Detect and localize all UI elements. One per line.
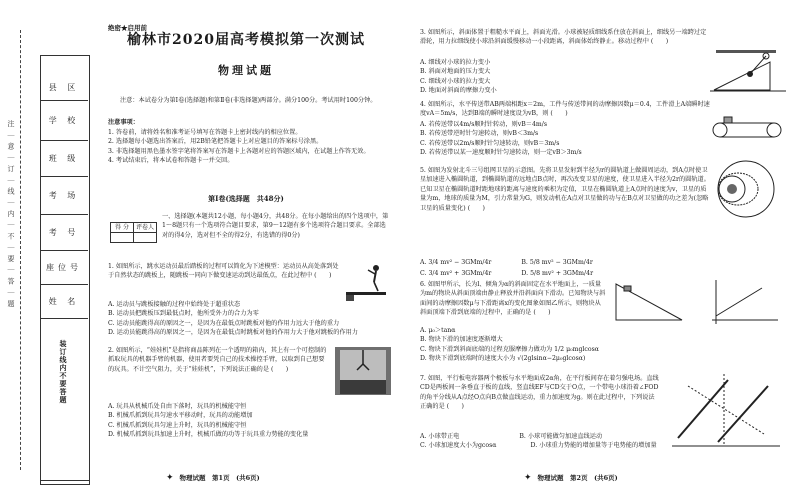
roller-a bbox=[713, 123, 727, 137]
answer-bracket: ( ) bbox=[467, 204, 485, 212]
incline bbox=[714, 62, 770, 90]
option-a[interactable]: A. 若传送带以4m/s顺时针转动，则vB＝4m/s bbox=[420, 121, 548, 128]
option-c[interactable]: C. 物块下滑到斜面底端的过程克服摩擦力做功为 1/2 μ₀mglcosα bbox=[420, 345, 599, 353]
field-exam-number[interactable]: 考 号 bbox=[40, 214, 88, 251]
page-2 bbox=[420, 0, 790, 498]
option-a[interactable]: A. 细线对小球的拉力变小 bbox=[420, 59, 491, 66]
field-exam-room[interactable]: 考 场 bbox=[40, 176, 88, 215]
option-b[interactable]: B. 机械爪抓到玩具匀速水平移动时，玩具的动能增加 bbox=[108, 412, 253, 420]
option-c[interactable]: C. 3/4 mv² + 3GMm/4r bbox=[420, 270, 492, 278]
roller-b bbox=[767, 123, 781, 137]
notice-item: 2. 选择题每小题选出答案后，用2B铅笔把答题卡上对应题目的答案标号涂黑。 bbox=[108, 138, 323, 146]
score-table bbox=[110, 222, 157, 243]
cut-line-label: 注 ｜ 意 ｜ 订 ｜ 线 ｜ 内 ｜ 不 ｜ 要 ｜ 答 ｜ 题 bbox=[7, 120, 15, 308]
exam-subject: 物理试题 bbox=[218, 64, 274, 77]
grader-cell: 评卷人 bbox=[134, 223, 157, 233]
score-cell: 得 分 bbox=[111, 223, 134, 233]
part-1-heading: 第Ⅰ卷(选择题 共48分) bbox=[208, 194, 284, 203]
page-1 bbox=[96, 0, 396, 498]
page-number: 物理试题 第2页 (共6页) bbox=[537, 474, 618, 482]
option-b[interactable]: B. 5/8 mv² − 3GMm/4r bbox=[521, 259, 593, 266]
earth bbox=[727, 184, 737, 194]
question-stem: 3. 如图所示，斜面体置于粗糙水平面上，斜面光滑。小球被轻质细线系住放在斜面上，细线另一端跨过定滑轮，用力拉细线使小球沿斜面缓慢移动一小段距离，斜面体始终静止。移动过程中 bbox=[420, 29, 707, 46]
answer-bracket: ( ) bbox=[270, 365, 289, 373]
plate-right bbox=[718, 386, 768, 442]
option-a[interactable]: A. μ₀＞tanα bbox=[420, 327, 456, 334]
conveyor-belt-figure bbox=[710, 112, 786, 142]
answer-bracket: ( ) bbox=[650, 38, 669, 46]
option-c[interactable]: C. 机械爪抓到玩具匀速上升时，玩具的机械能守恒 bbox=[108, 421, 247, 429]
question-4-options bbox=[420, 120, 710, 158]
mu-line bbox=[716, 288, 762, 316]
seal-hint: 装订线内不要答题 bbox=[59, 340, 68, 404]
diver-leg bbox=[374, 282, 378, 291]
option-b[interactable]: B. 运动员把跳板压到最低点时，他所受外力的合力为零 bbox=[108, 310, 259, 318]
field-county[interactable]: 县 区 bbox=[40, 74, 88, 101]
option-c[interactable]: C. 小球加速度大小为gcosα bbox=[420, 442, 497, 450]
question-7 bbox=[420, 374, 660, 412]
question-stem: 7. 如图，平行板电容器两个极板与水平地面成2α角，在平行板间存在着匀强电场。直线CD是两板间一条垂直于板的直线，竖直线EF与CD交于O点，一个带电小球沿着∠FOD的角平分线从A点经O点向B点做直线运动，重力加速度为g。则在此过程中，下列说法正确的是 bbox=[420, 375, 659, 411]
notice-list bbox=[108, 128, 392, 166]
question-3-options bbox=[420, 58, 710, 96]
question-1 bbox=[108, 262, 340, 281]
diver-head bbox=[373, 265, 379, 271]
outer-orbit bbox=[718, 161, 774, 217]
answer-bracket: ( ) bbox=[446, 403, 464, 411]
notice-item: 4. 考试结束后，将本试卷和答题卡一并交回。 bbox=[108, 157, 234, 165]
diving-board-figure bbox=[344, 262, 392, 302]
option-a[interactable]: A. 运动员与跳板接触的过程中始终处于超重状态 bbox=[108, 301, 241, 308]
field-name[interactable]: 姓 名 bbox=[40, 284, 88, 319]
exam-title: 榆林市2020届高考模拟第一次测试 bbox=[127, 32, 365, 48]
option-d[interactable]: D. 物块下滑到底端时的速度大小为 √(2glsinα−2μ₀glcosα) bbox=[420, 355, 586, 363]
satellite-orbit-figure bbox=[712, 158, 780, 220]
option-c[interactable]: C. 运动员能跳得高的原因之一，是因为在最低点时跳板对他的作用力远大于他的重力 bbox=[108, 319, 340, 327]
incline-pulley-figure bbox=[710, 50, 786, 94]
option-a[interactable]: A. 玩具从机械爪处自由下落时，玩具的机械能守恒 bbox=[108, 403, 247, 410]
option-d[interactable]: D. 5/8 mv² + 3GMm/4r bbox=[521, 270, 594, 278]
fish-icon: ✦ bbox=[166, 473, 174, 483]
option-b[interactable]: B. 物块下滑的加速度逐渐增大 bbox=[420, 336, 503, 344]
fish-icon: ✦ bbox=[524, 473, 532, 483]
option-d[interactable]: D. 运动员能跳得高的原因之一，是因为在最低点时跳板对他的作用力大于他对跳板的作用力 bbox=[108, 329, 358, 337]
question-7-options bbox=[420, 432, 710, 451]
question-3 bbox=[420, 28, 710, 47]
field-school[interactable]: 学 校 bbox=[40, 100, 88, 141]
option-d[interactable]: D. 小球重力势能的增加量等于电势能的增加量 bbox=[530, 442, 657, 450]
answer-bracket: ( ) bbox=[314, 272, 332, 280]
binding-sidebar bbox=[0, 0, 92, 498]
question-stem: 4. 如图所示，水平传送带AB两端相距x＝2m，工件与传送带间的动摩擦因数μ＝0.4，工件滑上A端瞬时速度vA＝5m/s，达到B端的瞬时速度设为vB，则 bbox=[420, 101, 710, 118]
claw-machine-figure bbox=[334, 346, 392, 396]
page-number: 物理试题 第1页 (共6页) bbox=[179, 474, 260, 482]
board bbox=[346, 292, 386, 295]
question-stem: 2. 如图所示，“娃娃机”是指将商品陈列在一个透明的箱内，其上有一个可控制的抓取玩具的机器手臂的机器，使用者要凭自己的技术操控手臂，以取到自己想要的玩具。不计空气阻力，关于“娃娃机”，下列说法正确的是 bbox=[108, 347, 327, 373]
answer-bracket: ( ) bbox=[533, 309, 551, 317]
question-6-options bbox=[420, 326, 710, 364]
field-class[interactable]: 班 级 bbox=[40, 140, 88, 177]
option-a[interactable]: A. 小球带正电 bbox=[420, 433, 460, 440]
machine-base bbox=[340, 380, 386, 394]
option-b[interactable]: B. 若传送带逆时针匀速转动，则vB＜3m/s bbox=[420, 130, 539, 138]
page-2-footer bbox=[524, 474, 704, 483]
page-1-footer bbox=[166, 474, 326, 483]
ceiling bbox=[716, 50, 776, 53]
block bbox=[624, 286, 631, 291]
workpiece bbox=[724, 117, 732, 123]
notice-item: 1. 答卷前，请将姓名和准考证号填写在答题卡上密封线内的相应位置。 bbox=[108, 129, 302, 136]
field-seat-number[interactable]: 座位号 bbox=[40, 250, 88, 285]
plate-left bbox=[678, 380, 728, 438]
option-d[interactable]: D. 地面对斜面的摩擦力变小 bbox=[420, 87, 497, 95]
question-4 bbox=[420, 100, 710, 119]
grader-value[interactable] bbox=[134, 233, 157, 243]
notice-item: 3. 非选择题用黑色墨水签字笔将答案写在答题卡上各题对应的答题区域内，在试题上作答无效。 bbox=[108, 147, 370, 155]
option-b[interactable]: B. 小球可能做匀加速直线运动 bbox=[519, 433, 603, 440]
option-b[interactable]: B. 斜面对地面的压力变大 bbox=[420, 68, 491, 76]
question-stem: 6. 如图甲所示，长为l、倾角为α的斜面固定在水平地面上，一质量为m的物块从斜面顶端由静止释放并沿斜面向下滑动。已知物块与斜面间的动摩擦因数μ与下滑距离x的变化图象如图乙所示，则物块从斜面顶端下滑到底端的过程中，正确的是 bbox=[420, 281, 606, 317]
option-a[interactable]: A. 3/4 mv² − 3GMm/4r bbox=[420, 259, 492, 266]
secret-mark: 绝密★启用前 bbox=[108, 24, 147, 32]
cd-line bbox=[688, 386, 764, 434]
question-2-options bbox=[108, 402, 392, 440]
exam-intro: 注意：本试卷分为第Ⅰ卷(选择题)和第Ⅱ卷(非选择题)两部分。满分100分。考试用时100分钟。 bbox=[120, 97, 377, 104]
question-stem: 1. 如图所示，跳水运动员最后踏板的过程可以简化为下述模型：运动员从高处落到处于自然状态的跳板上，随跳板一同向下做变速运动到达最低点，在此过程中 bbox=[108, 263, 339, 280]
notice-title: 注意事项： bbox=[108, 119, 139, 126]
option-c[interactable]: C. 若传送带以2m/s顺时针匀速转动，则vB＝3m/s bbox=[420, 139, 560, 147]
question-6 bbox=[420, 280, 606, 318]
option-d[interactable]: D. 机械爪抓到玩具加速上升时，机械爪做的功等于玩具重力势能的变化量 bbox=[108, 431, 309, 439]
diver-arm bbox=[368, 270, 375, 274]
answer-bracket: ( ) bbox=[550, 110, 568, 118]
question-5 bbox=[420, 166, 710, 213]
diver-body bbox=[374, 271, 376, 282]
score-value[interactable] bbox=[111, 233, 134, 243]
question-1-options bbox=[108, 300, 392, 338]
question-stem: 5. 如图为发射北斗三号组网卫星的示意图。先将卫星发射到半径为r的圆轨道上做圆周运动，到A点时使卫星加速进入椭圆轨道，到椭圆轨道的远地点B点时，再次改变卫星的速度，使卫星进入半径为2r的圆轨道。已知卫星在椭圆轨道时距地球的距离与速度的乘积为定值，卫星在椭圆轨道上A点时的速度为v，卫星的质量为m，地球的质量为M，引力常量为G，则发动机在A点对卫星做的功与在B点对卫星做的功之差为(忽略卫星的质量变化) bbox=[420, 167, 710, 212]
option-c[interactable]: C. 细线对小球的拉力变大 bbox=[420, 77, 491, 85]
question-2 bbox=[108, 346, 330, 374]
section-1-instructions: 一、选择题(本题共12小题，每小题4分，共48分。在每小题给出的四个选项中，第1～8题只有一个选项符合题目要求，第9～12题有多个选项符合题目要求。全部选对的得4分，选对但不全的得2分，有选错的得0分) bbox=[162, 213, 389, 239]
option-d[interactable]: D. 若传送带以某一速度顺时针匀速转动，则一定vB＞3m/s bbox=[420, 149, 582, 157]
